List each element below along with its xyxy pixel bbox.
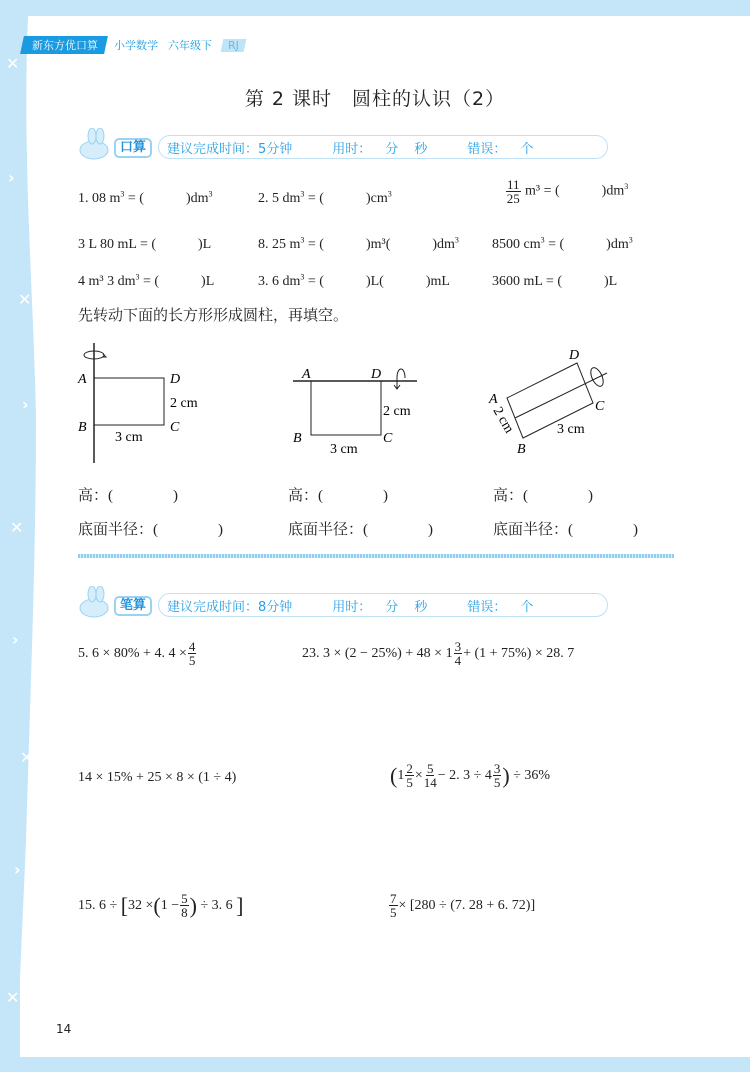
dotted-divider xyxy=(78,554,674,558)
written-problem-2: 23. 3 × (2 − 25%) + 48 × 1 $\frac{3}{4}$ + (1 + 75%) × 28. 7 xyxy=(302,639,575,668)
bunny-icon xyxy=(78,128,118,160)
rectangle-figure-1 xyxy=(70,335,220,470)
oral-item: 4 m³ 3 $dm^3$ = ( )L xyxy=(78,272,215,289)
lesson-title: 第 2 课时 圆柱的认识（2） xyxy=(244,88,506,110)
brand-tag: 新东方优口算 xyxy=(20,36,108,54)
svg-text:A: A xyxy=(489,392,498,407)
chevron-right-icon: › xyxy=(22,395,29,414)
bunny-icon xyxy=(78,586,118,618)
written-problem-1: 5. 6 × 80% + 4. 4 × $\frac{4}{5}$ xyxy=(78,639,196,668)
height-answer-2[interactable]: 高：( ) xyxy=(288,488,388,504)
oral-section-bar xyxy=(78,134,608,160)
radius-answer-3[interactable]: 底面半径：( ) xyxy=(493,522,638,538)
written-problem-6: $\frac{7}{5}$ × [280 ÷ (7. 28 + 6. 72)] xyxy=(390,891,536,920)
rectangle-figure-3 xyxy=(485,345,625,460)
cross-mark-icon: ✕ xyxy=(10,518,24,537)
radius-answer-2[interactable]: 底面半径：( ) xyxy=(288,522,433,538)
svg-text:2 cm: 2 cm xyxy=(383,404,411,419)
svg-text:C: C xyxy=(170,420,180,435)
grade-label: 六年级下 xyxy=(168,39,212,52)
svg-text:C: C xyxy=(383,431,393,446)
book-header xyxy=(22,36,245,54)
timing-pill: 建议完成时间：8分钟 用时： 分 秒 错误： 个 xyxy=(158,593,608,617)
rectangle-figure-2 xyxy=(285,360,425,460)
subject-label: 小学数学 xyxy=(114,39,158,52)
svg-text:D: D xyxy=(170,372,181,387)
written-problem-5: 15. 6 ÷ [ 32 × ( 1 − $\frac{5}{8}$ ) ÷ 3. 6 ] xyxy=(78,891,244,920)
cross-mark-icon: ✕ xyxy=(18,290,32,309)
oral-item: 8500 $cm^3$ = ( )$dm^3$ xyxy=(492,235,633,252)
svg-text:D: D xyxy=(371,367,382,382)
oral-item: 1. 08 $m^3$ = ( )$dm^3$ xyxy=(78,189,213,206)
written-problem-3: 14 × 15% + 25 × 8 × (1 ÷ 4) xyxy=(78,770,237,785)
svg-text:2 cm: 2 cm xyxy=(489,404,517,436)
left-wave-overlay xyxy=(0,0,60,1072)
edition-tag: RJ xyxy=(221,39,247,52)
svg-text:3 cm: 3 cm xyxy=(115,430,143,445)
written-section-bar xyxy=(78,592,608,618)
chevron-right-icon: › xyxy=(12,630,19,649)
written-badge: 笔算 xyxy=(78,592,158,618)
instruction-text: 先转动下面的长方形形成圆柱，再填空。 xyxy=(78,308,349,324)
oral-item: 3600 mL = ( )L xyxy=(492,274,618,289)
height-answer-3[interactable]: 高：( ) xyxy=(493,488,593,504)
cross-mark-icon: ✕ xyxy=(20,748,34,767)
cross-mark-icon: ✕ xyxy=(6,988,20,1007)
svg-text:A: A xyxy=(302,367,311,382)
oral-item: 3. 6 $dm^3$ = ( )L( )mL xyxy=(258,272,450,289)
height-answer-1[interactable]: 高：( ) xyxy=(78,488,178,504)
svg-text:3 cm: 3 cm xyxy=(330,442,358,457)
svg-text:2 cm: 2 cm xyxy=(170,396,198,411)
svg-text:B: B xyxy=(78,420,87,435)
chevron-right-icon: › xyxy=(14,860,21,879)
oral-item: $\frac{11}{25}$ m³ = ( )$dm^3$ xyxy=(506,177,629,206)
svg-text:3 cm: 3 cm xyxy=(557,422,585,437)
oral-badge: 口算 xyxy=(78,134,158,160)
radius-answer-1[interactable]: 底面半径：( ) xyxy=(78,522,223,538)
cross-mark-icon: ✕ xyxy=(6,54,20,73)
svg-text:B: B xyxy=(293,431,302,446)
svg-text:A: A xyxy=(78,372,87,387)
svg-text:D: D xyxy=(569,348,580,363)
svg-text:B: B xyxy=(517,442,526,457)
timing-pill: 建议完成时间：5分钟 用时： 分 秒 错误： 个 xyxy=(158,135,608,159)
svg-text:C: C xyxy=(595,399,605,414)
chevron-right-icon: › xyxy=(8,168,15,187)
oral-item: 3 L 80 mL = ( )L xyxy=(78,237,212,252)
oral-item: 8. 25 $m^3$ = ( )m³( )$dm^3$ xyxy=(258,235,459,252)
oral-item: 2. 5 $dm^3$ = ( )$cm^3$ xyxy=(258,189,392,206)
page-number: 14 xyxy=(56,1022,72,1036)
written-problem-4: ( 1 $\frac{2}{5}$ × $\frac{5}{14}$ − 2. 3 ÷ 4 $\frac{3}{5}$ ) ÷ 36% xyxy=(390,761,551,790)
